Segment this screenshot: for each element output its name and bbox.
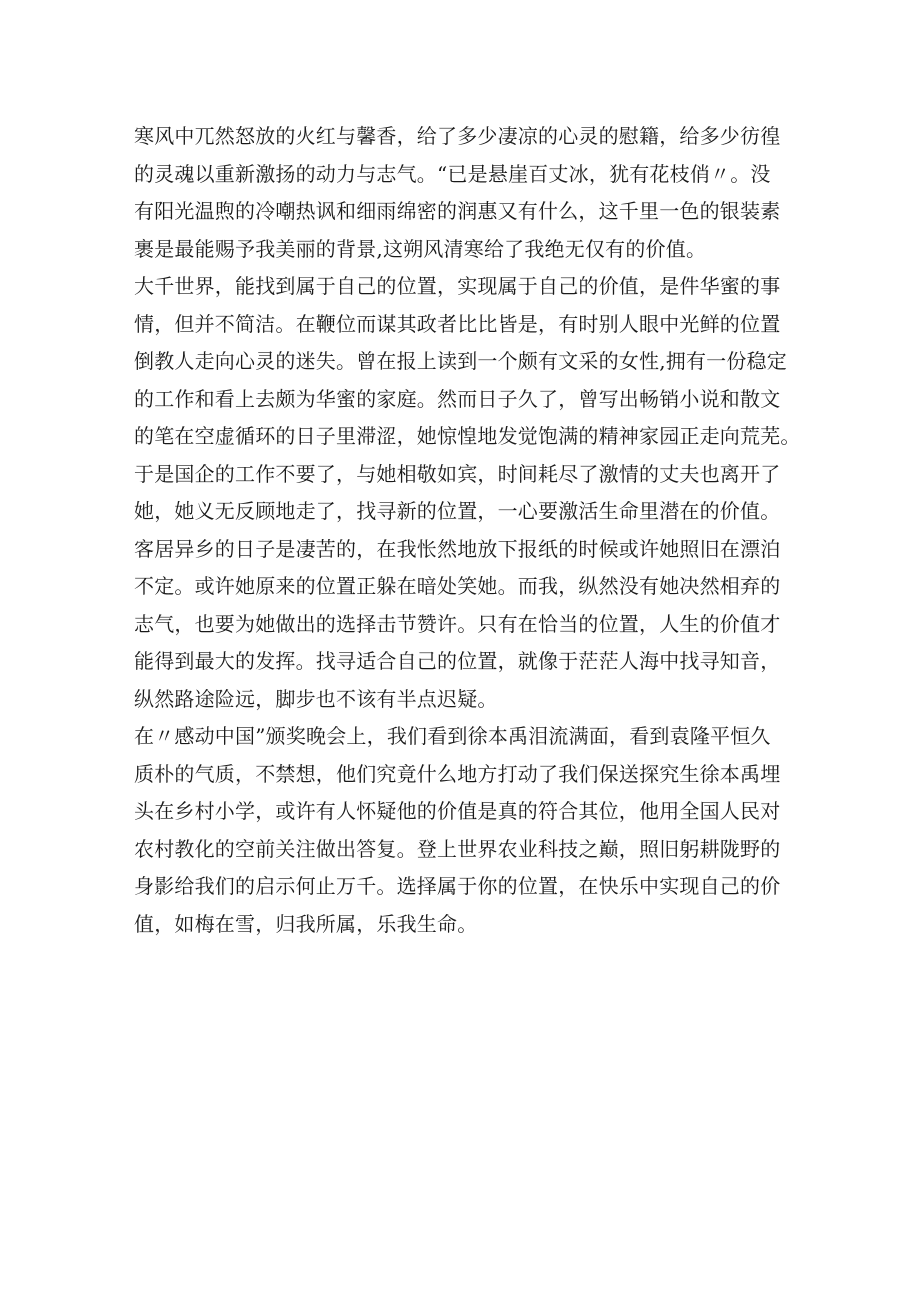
- text-line: 头在乡村小学，或许有人怀疑他的价值是真的符合其位，他用全国人民对: [134, 799, 781, 823]
- text-line: 的灵魂以重新激扬的动力与志气。“已是悬崖百丈冰，犹有花枝俏〃。没: [134, 161, 771, 186]
- text-line: 有阳光温煦的冷嘲热讽和细雨绵密的润惠又有什么，这千里一色的银装素: [134, 199, 781, 223]
- text-line: 能得到最大的发挥。找寻适合自己的位置，就像于茫茫人海中找寻知音，: [134, 649, 781, 673]
- text-line: 的笔在空虚循环的日子里滞涩，她惊惶地发觉饱满的精神家园正走向荒芜。: [134, 424, 801, 448]
- text-line: 于是国企的工作不要了，与她相敬如宾，时间耗尽了激情的丈夫也离开了: [134, 461, 781, 486]
- text-line: 值，如梅在雪，归我所属，乐我生命。: [134, 911, 478, 936]
- text-line: 情，但并不简洁。在鞭位而谋其政者比比皆是，有时别人眼中光鲜的位置: [134, 311, 781, 336]
- text-line: 裹是最能赐予我美丽的背景,这朔风清寒给了我绝无仅有的价值。: [134, 236, 707, 261]
- text-line: 倒教人走向心灵的迷失。曾在报上读到一个颇有文采的女性,拥有一份稳定: [134, 349, 787, 373]
- text-line: 身影给我们的启示何止万千。选择属于你的位置，在快乐中实现自己的价: [134, 874, 781, 898]
- paragraph: [134, 718, 794, 943]
- text-line: 质朴的气质，不禁想，他们究竟什么地方打动了我们保送探究生徐本禹埋: [134, 761, 781, 786]
- text-line: 的工作和看上去颇为华蜜的家庭。然而日子久了，曾写出畅销小说和散文: [134, 386, 781, 411]
- text-line: 大千世界，能找到属于自己的位置，实现属于自己的价值，是件华蜜的事: [134, 274, 781, 298]
- paragraph: [134, 268, 801, 718]
- text-line: 纵然路途险远，脚步也不该有半点迟疑。: [134, 686, 498, 711]
- text-line: 在〃感动中国”颁奖晚会上，我们看到徐本禹泪流满面，看到袁隆平恒久: [134, 724, 771, 748]
- text-line: 她，她义无反顾地走了，找寻新的位置，一心要激活生命里潜在的价值。: [134, 499, 781, 523]
- text-line: 不定。或许她原来的位置正躲在暗处笑她。而我，纵然没有她决然相弃的: [134, 574, 781, 598]
- document-body: [134, 118, 801, 943]
- text-line: 寒风中兀然怒放的火红与馨香，给了多少凄凉的心灵的慰籍，给多少彷徨: [134, 124, 781, 148]
- paragraph: [134, 118, 794, 268]
- text-line: 农村教化的空前关注做出答复。登上世界农业科技之巅，照旧躬耕陇野的: [134, 836, 781, 861]
- text-line: 志气，也要为她做出的选择击节赞许。只有在恰当的位置，人生的价值才: [134, 611, 781, 636]
- text-line: 客居异乡的日子是凄苦的，在我怅然地放下报纸的时候或许她照旧在漂泊: [134, 536, 781, 561]
